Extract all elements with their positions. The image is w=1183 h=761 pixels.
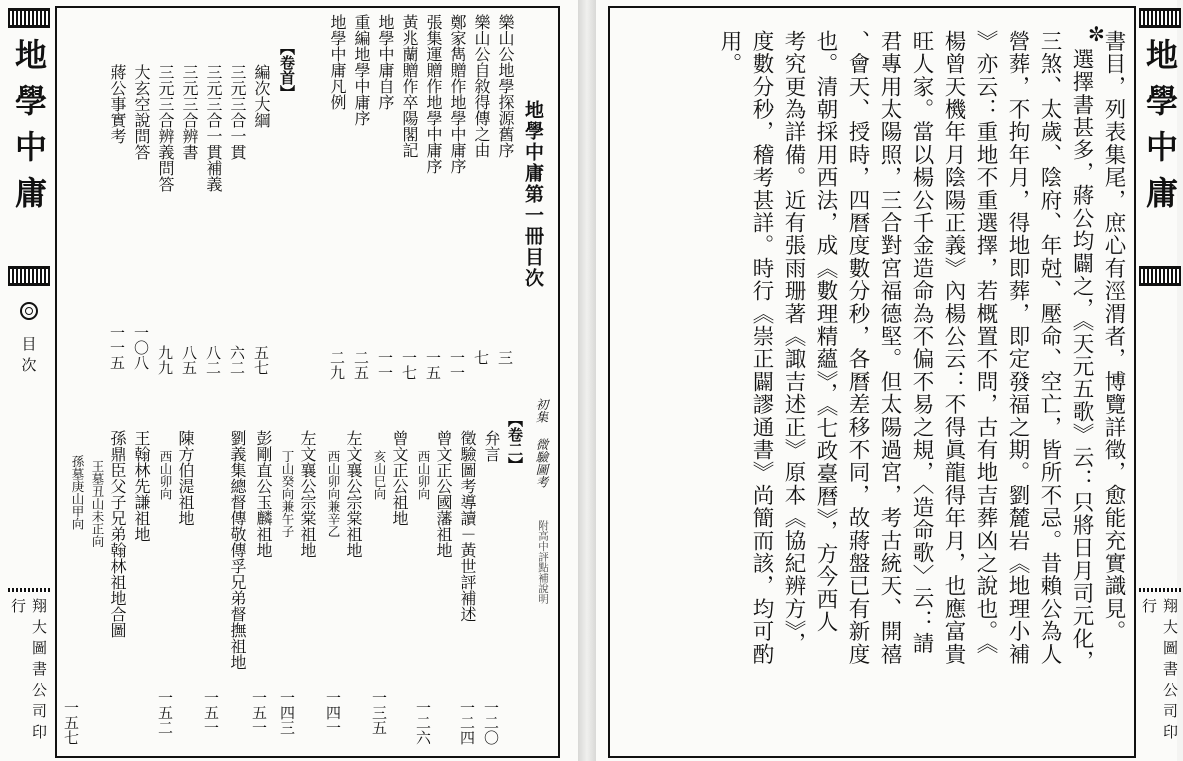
toc-entry: 地學中庸自序 bbox=[376, 14, 395, 110]
body-column: 旺人家。當以楊公千金造命為不偏不易之規，〈造命歌〉云：請 bbox=[909, 30, 934, 655]
toc-page: 一一 bbox=[448, 350, 466, 380]
toc-page: 六二 bbox=[228, 345, 246, 375]
spine-title: 地學中庸 bbox=[10, 38, 48, 222]
toc-page: 五七 bbox=[252, 345, 270, 375]
toc-entry: 三元三合一貫補義 bbox=[204, 64, 223, 192]
toc-entry: 左文襄公宗棠祖地 bbox=[298, 430, 317, 558]
toc-small-line: 孫墓庚山甲向 bbox=[70, 455, 85, 530]
left-spine bbox=[8, 0, 50, 761]
toc-page: 一〇八 bbox=[132, 325, 150, 370]
toc-entry: 大玄空說問答 bbox=[132, 64, 151, 160]
toc-page: 八二 bbox=[204, 345, 222, 375]
toc-entry-sub: 亥山巳向 bbox=[372, 450, 387, 500]
toc-entry-sub: 西山卯向兼辛乙 bbox=[326, 450, 341, 538]
toc-page: 一五一 bbox=[202, 690, 220, 735]
spine-hatch bbox=[8, 266, 50, 286]
body-column: 、會天、授時，四曆度數分秒，各曆差移不同，故蔣盤已有新度 bbox=[845, 30, 870, 666]
flower-marker: ✼ bbox=[1088, 22, 1105, 46]
spine-dots bbox=[1139, 588, 1181, 592]
toc-page: 三 bbox=[496, 350, 514, 365]
body-column: 三煞、太歲、陰府、年尅、壓命、空亡，皆所不忌。昔賴公為人 bbox=[1037, 30, 1062, 666]
toc-entry: 曾文正公祖地 bbox=[390, 430, 409, 526]
toc-entry: 弁言 bbox=[482, 430, 501, 462]
spine-publisher: 翔大圖書公司印行 bbox=[9, 598, 48, 745]
circle-icon bbox=[20, 302, 38, 320]
spine-title: 地學中庸 bbox=[1141, 38, 1179, 222]
body-column: 用。 bbox=[717, 30, 742, 76]
toc-page: 一五二 bbox=[156, 690, 174, 735]
toc-entry: 孫鼎臣父子兄弟翰林祖地合圖 bbox=[108, 430, 127, 638]
toc-entry: 左文襄公宗棠祖地 bbox=[344, 430, 363, 558]
toc-page: 八五 bbox=[180, 345, 198, 375]
toc-small-line: 王墓丑山未正向 bbox=[90, 460, 105, 548]
spine-dots bbox=[8, 588, 50, 592]
toc-entry-sub: 西山卯向 bbox=[416, 450, 431, 500]
book-gutter bbox=[578, 0, 596, 761]
body-column: 度數分秒，稽考甚詳。時行《崇正闢謬通書》尚簡而該，均可酌 bbox=[749, 30, 774, 666]
toc-entry: 彭剛直公玉麟祖地 bbox=[254, 430, 273, 558]
toc-entry: 鄭家雋贈作地學中庸序 bbox=[448, 14, 467, 174]
right-page bbox=[596, 0, 1177, 761]
toc-page: 一五一 bbox=[250, 690, 268, 735]
toc-page: 二五 bbox=[352, 350, 370, 380]
toc-page: 一七 bbox=[400, 350, 418, 380]
toc-entry-sub: 西山卯向 bbox=[158, 450, 173, 500]
toc-page: 一三五 bbox=[370, 690, 388, 735]
toc-page: 一二〇 bbox=[482, 700, 500, 745]
section-note: 初集 微驗圖考 bbox=[534, 398, 549, 488]
body-column: 考究更為詳備。近有張雨珊著《諏吉述正》原本《協紀辨方》， bbox=[781, 30, 806, 655]
toc-entry: 陳方伯湜祖地 bbox=[176, 430, 195, 526]
toc-entry: 蔣公事實考 bbox=[108, 64, 127, 144]
toc-page: 一四一 bbox=[324, 690, 342, 735]
toc-page: 一一五 bbox=[108, 325, 126, 370]
body-column: 書目，列表集尾，庶心有涇渭者，博覽詳徵，愈能充實識見。 bbox=[1101, 30, 1126, 643]
toc-page: 二九 bbox=[328, 350, 346, 380]
toc-entry: 樂山公地學探源舊序 bbox=[496, 14, 515, 158]
toc-page: 一五 bbox=[424, 350, 442, 380]
toc-entry: 重編地學中庸序 bbox=[352, 14, 371, 126]
spine-hatch bbox=[1139, 8, 1181, 28]
toc-entry: 劉義集總督傳敬傳孚兄弟督撫祖地 bbox=[228, 430, 247, 670]
section-subnote: 附高中評點補說明 bbox=[537, 520, 549, 604]
toc-entry: 徵驗圖考導讀－黃世評補述 bbox=[458, 430, 477, 622]
toc-entry: 三元三合辨義問答 bbox=[156, 64, 175, 192]
spine-hatch bbox=[8, 8, 50, 28]
toc-entry-sub: 丁山癸向兼午子 bbox=[280, 450, 295, 538]
spine-volume-label: 目次 bbox=[19, 336, 38, 378]
toc-entry: 黃兆蘭贈作卒陽閣記 bbox=[400, 14, 419, 158]
toc-entry: 編次大綱 bbox=[252, 64, 271, 128]
toc-entry: 三元三合一貫 bbox=[228, 64, 247, 160]
body-column: 君專用太陽照，三合對宮福德堅。但太陽過宮，考古統天、開禧 bbox=[877, 30, 902, 666]
toc-heading: 地學中庸第一冊目次 bbox=[522, 100, 544, 289]
toc-page: 九九 bbox=[156, 345, 174, 375]
toc-page: 七 bbox=[472, 350, 490, 365]
body-column: 也。清朝採用西法，成《數理精蘊》，《七政臺曆》，方今西人 bbox=[813, 30, 838, 634]
toc-entry: 王翰林先謙祖地 bbox=[132, 430, 151, 542]
section-heading: 【卷二】 bbox=[506, 412, 524, 472]
toc-page: 一一 bbox=[376, 350, 394, 380]
toc-entry: 地學中庸凡例 bbox=[328, 14, 347, 110]
toc-page: 一五七 bbox=[62, 700, 80, 745]
toc-page: 一四三 bbox=[278, 690, 296, 735]
body-column: 營葬，不拘年月，得地即葬，即定發福之期。劉麓岩《地理小補 bbox=[1005, 30, 1030, 666]
toc-entry: 三元三合辨書 bbox=[180, 64, 199, 160]
right-spine bbox=[1139, 0, 1181, 761]
left-page bbox=[0, 0, 578, 761]
section-heading: 【卷首】 bbox=[278, 40, 296, 100]
body-column: 選擇書甚多，蔣公均闢之，《天元五歌》云：只將日月司元化， bbox=[1069, 48, 1094, 673]
body-column: 》亦云：重地不重選擇，若概置不問，古有地吉葬凶之說也。《 bbox=[973, 30, 998, 655]
body-column: 楊曾天機年月陰陽正義》內楊公云：不得眞龍得年月，也應富貴 bbox=[941, 30, 966, 666]
spine-publisher: 翔大圖書公司印行 bbox=[1140, 598, 1179, 745]
toc-page: 一二四 bbox=[458, 700, 476, 745]
toc-page: 一二六 bbox=[414, 700, 432, 745]
toc-entry: 張集運贈作地學中庸序 bbox=[424, 14, 443, 174]
toc-entry: 曾文正公國藩祖地 bbox=[434, 430, 453, 558]
toc-entry: 樂山公自敘得傳之由 bbox=[472, 14, 491, 158]
spine-hatch bbox=[1139, 266, 1181, 286]
